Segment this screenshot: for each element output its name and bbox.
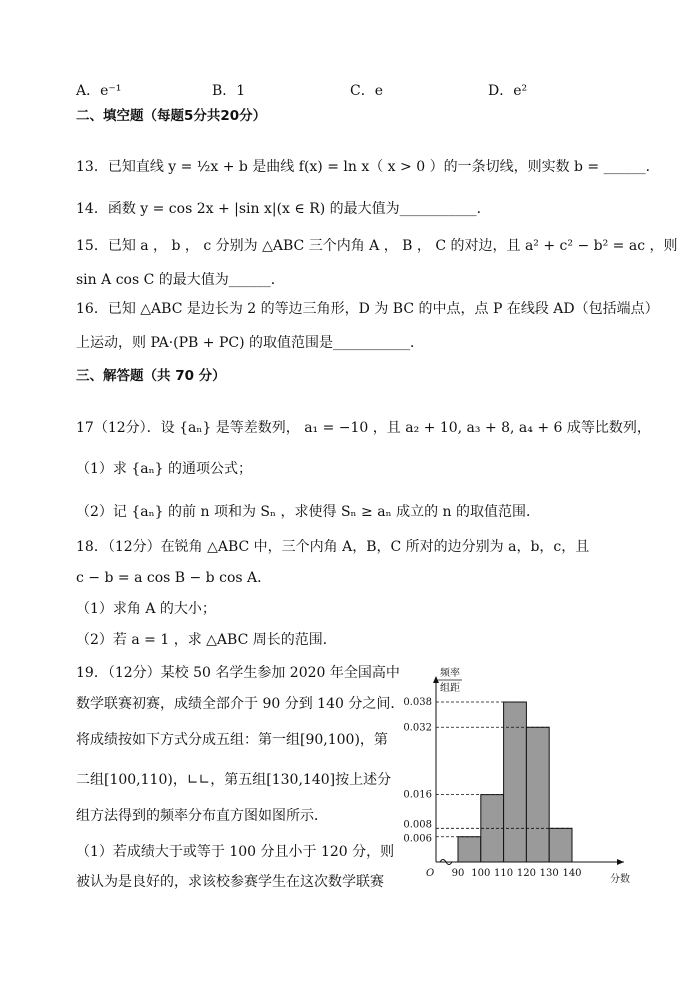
x-tick-label: 110	[494, 868, 514, 879]
y-axis-label-bottom: 组距	[440, 683, 460, 694]
choice-c: C．e	[350, 83, 383, 99]
question-17-part1: （1）求 {aₙ} 的通项公式；	[76, 461, 253, 477]
section-fill-in-heading: 二、填空题（每题5分共20分）	[76, 108, 267, 124]
question-15-line2: sin A cos C 的最大值为______．	[76, 272, 285, 288]
y-axis-label-top: 频率	[440, 668, 460, 679]
y-tick-label: 0.006	[403, 833, 432, 845]
x-tick-label: 130	[539, 868, 559, 879]
x-tick-label: 140	[562, 868, 582, 879]
question-19-line2: 数学联赛初赛，成绩全部介于 90 分到 140 分之间．	[76, 696, 405, 712]
x-axis-label: 分数	[610, 874, 630, 885]
question-17-part2: （2）记 {aₙ} 的前 n 项和为 Sₙ ，求使得 Sₙ ≥ aₙ 成立的 n 的取值范围．	[76, 504, 540, 520]
question-19-line5: 组方法得到的频率分布直方图如图所示．	[76, 808, 328, 824]
question-18-condition: c − b = a cos B − b cos A．	[76, 570, 272, 586]
question-18: 18．（12分）在锐角 △ABC 中，三个内角 A，B，C 所对的边分别为 a，b，c，且	[76, 539, 590, 555]
question-19-line4: 二组[100,110)，∟∟，第五组[130,140]按上述分	[76, 772, 392, 788]
x-tick-label: 100	[471, 868, 491, 879]
x-tick-label: 120	[516, 868, 536, 879]
question-17: 17（12分）．设 {aₙ} 是等差数列， a₁ = −10 ，且 a₂ + 10, a₃ + 8, a₄ + 6 成等比数列，	[76, 420, 651, 436]
choice-b: B．1	[212, 83, 246, 99]
histogram-bar	[458, 837, 481, 862]
x-tick-label: 90	[451, 868, 465, 879]
question-19-line7: 被认为是良好的，求该校参赛学生在这次数学联赛	[76, 874, 384, 890]
question-15-line1: 15．已知 a ， b ， c 分别为 △ABC 三个内角 A ， B ， C 的对边，且 a² + c² − b² = ac ，则	[76, 238, 678, 254]
choice-a: A．e⁻¹	[76, 83, 122, 99]
y-tick-label: 0.032	[403, 722, 432, 734]
y-tick-label: 0.008	[403, 819, 432, 831]
question-14: 14．函数 y = cos 2x + |sin x|(x ∈ R) 的最大值为___________．	[76, 201, 491, 217]
x-axis-arrow	[617, 859, 624, 865]
question-19-line6: （1）若成绩大于或等于 100 分且小于 120 分，则	[76, 844, 395, 860]
histogram-bars	[458, 702, 572, 862]
histogram-bar	[526, 727, 549, 862]
choice-d: D．e²	[488, 83, 528, 99]
y-tick-label: 0.016	[403, 789, 432, 801]
question-18-part1: （1）求角 A 的大小；	[76, 601, 216, 617]
y-tick-label: 0.038	[403, 697, 432, 708]
question-13: 13．已知直线 y = ½x + b 是曲线 f(x) = ln x（ x > 0 ）的一条切线，则实数 b = ______．	[76, 159, 660, 175]
histogram-bar	[504, 702, 527, 862]
section-answer-heading: 三、解答题（共 70 分）	[76, 368, 226, 384]
question-19-line3: 将成绩按如下方式分成五组：第一组[90,100)，第	[76, 732, 388, 748]
question-16-line1: 16．已知 △ABC 是边长为 2 的等边三角形，D 为 BC 的中点，点 P 在线段 AD（包括端点）	[76, 301, 659, 317]
frequency-histogram	[398, 660, 638, 890]
origin-label: O	[426, 868, 435, 879]
question-18-part2: （2）若 a = 1 ，求 △ABC 周长的范围．	[76, 632, 337, 648]
question-19-line1: 19．（12分）某校 50 名学生参加 2020 年全国高中	[76, 665, 400, 681]
y-axis-arrow	[433, 676, 439, 683]
histogram-bar	[549, 828, 572, 862]
question-16-line2: 上运动，则 PA·(PB + PC) 的取值范围是___________．	[76, 335, 424, 351]
